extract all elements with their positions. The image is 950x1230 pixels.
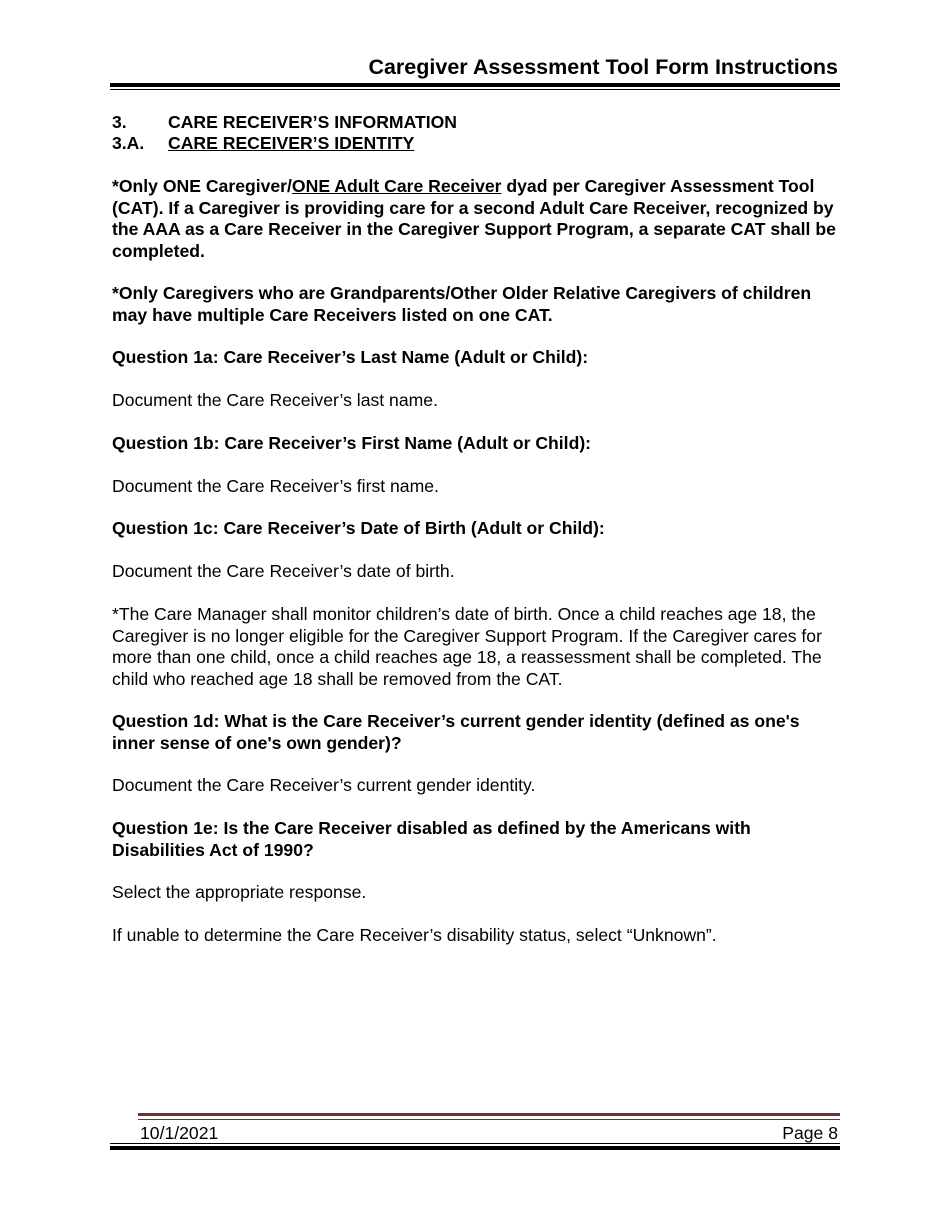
footer-bottom-rule	[110, 1146, 840, 1150]
subsection-title: CARE RECEIVER’S IDENTITY	[168, 133, 415, 153]
section-title: CARE RECEIVER’S INFORMATION	[168, 112, 458, 132]
note-underlined-phrase: ONE Adult Care Receiver	[291, 176, 502, 196]
subsection-number: 3.A.	[112, 133, 145, 153]
question-1b-body: Document the Care Receiver’s first name.	[112, 476, 439, 496]
question-1c-note: *The Care Manager shall monitor children’s date of birth. Once a child reaches age 18, the Caregiver is no longer eligible for the Caregiver Support Program. If the Caregiver cares for more than one child, once a child reaches age 18, a reassessment shall be completed. The child who reached age 18 shall be removed from the CAT.	[112, 604, 822, 689]
header-rule-thin	[110, 89, 840, 90]
question-1e-note: If unable to determine the Care Receiver’s disability status, select “Unknown”.	[112, 925, 717, 945]
note-grandparents: *Only Caregivers who are Grandparents/Other Older Relative Caregivers of children may have multiple Care Receivers listed on one CAT.	[112, 283, 812, 325]
page-number: Page 8	[782, 1123, 838, 1143]
question-1b-heading: Question 1b: Care Receiver’s First Name (Adult or Child):	[112, 433, 592, 453]
question-1d-body: Document the Care Receiver’s current gender identity.	[112, 775, 536, 795]
page-title: Caregiver Assessment Tool Form Instructions	[368, 55, 838, 79]
footer-bottom-rule-thin	[110, 1143, 840, 1144]
header-rule	[110, 83, 840, 87]
footer-date: 10/1/2021	[140, 1123, 219, 1143]
footer-rule-thin	[138, 1119, 840, 1120]
section-number: 3.	[112, 112, 127, 132]
subsection-heading	[112, 133, 842, 155]
question-1c-heading: Question 1c: Care Receiver’s Date of Birth (Adult or Child):	[112, 518, 605, 538]
footer-rule	[138, 1113, 840, 1116]
note-one-dyad: *Only ONE Caregiver/ONE Adult Care Receiver dyad per Caregiver Assessment Tool (CAT). If a Caregiver is providing care for a second Adult Care Receiver, recognized by the AAA as a Care Receiver in the Caregiver Support Program, a separate CAT shall be completed.	[112, 176, 836, 261]
question-1e-heading: Question 1e: Is the Care Receiver disabled as defined by the Americans with Disabilities Act of 1990?	[112, 818, 751, 860]
question-1a-heading: Question 1a: Care Receiver’s Last Name (Adult or Child):	[112, 347, 589, 367]
question-1d-heading: Question 1d: What is the Care Receiver’s current gender identity (defined as one's inner sense of one's own gender)?	[112, 711, 800, 753]
question-1e-body: Select the appropriate response.	[112, 882, 367, 902]
question-1a-body: Document the Care Receiver’s last name.	[112, 390, 438, 410]
question-1c-body: Document the Care Receiver’s date of birth.	[112, 561, 455, 581]
section-heading	[112, 112, 842, 134]
